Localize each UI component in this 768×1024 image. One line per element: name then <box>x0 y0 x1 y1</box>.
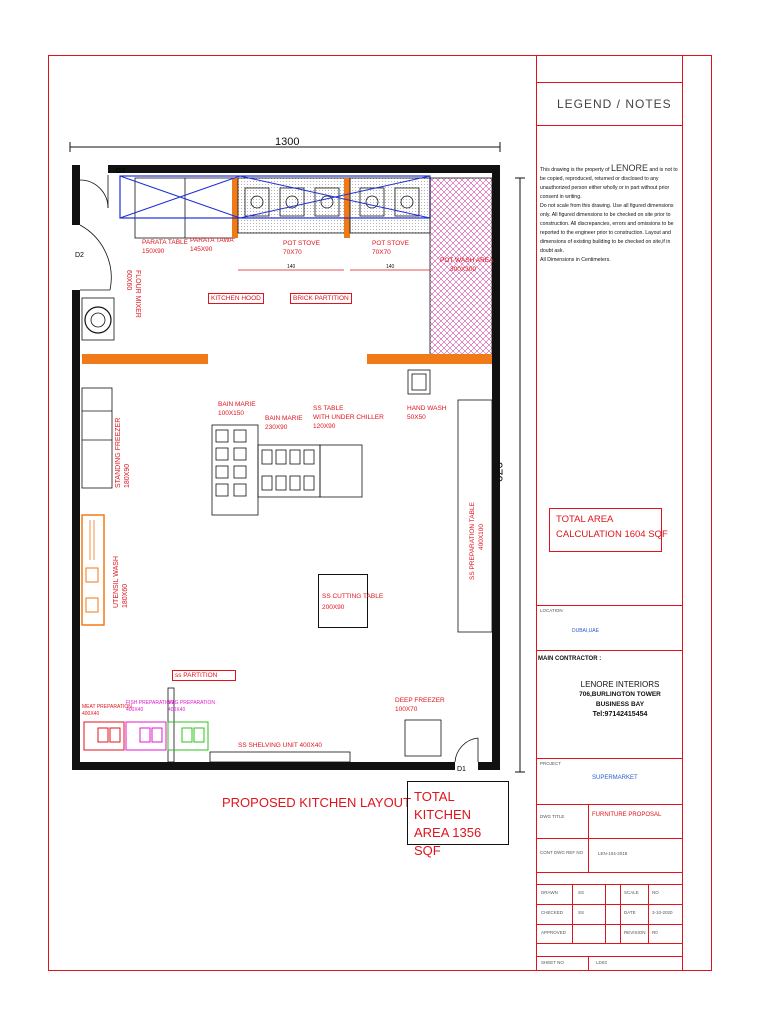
door-d3-label: D3 <box>116 168 125 175</box>
parata-table-name: PARATA TABLE <box>142 239 188 246</box>
meat-prep-label <box>82 704 132 718</box>
title-block-rule-3 <box>536 125 682 126</box>
pot-stove-1-name: POT STOVE <box>283 240 320 247</box>
fish-prep-label <box>126 700 174 714</box>
ss-prep-table-name: SS PREPARATION TABLE <box>469 502 476 580</box>
approval-grid-row-2 <box>536 924 682 925</box>
parata-tawa-label <box>190 236 234 254</box>
legend-note-6: Do not scale from this drawing. Use all figured dimensions <box>540 203 674 209</box>
flour-mixer-label <box>124 270 142 318</box>
ss-prep-table-label <box>468 502 486 580</box>
door-d1 <box>455 738 478 762</box>
title-block-rule-6 <box>536 758 682 759</box>
project-label: PROJECT <box>540 761 562 766</box>
utensil-wash-size: 180X60 <box>122 583 129 608</box>
main-contractor-label: MAIN CONTRACTOR : <box>538 656 602 662</box>
veg-prep-label <box>168 700 215 714</box>
legend-note-7: only. All figured dimensions to be checked on site prior to <box>540 212 671 218</box>
dim-width-label: 1300 <box>275 136 300 148</box>
meat-prep-sink <box>84 722 124 750</box>
ss-cutting-table-label <box>318 574 384 628</box>
veg-prep-name: VEG PREPARATION <box>168 700 216 706</box>
approval-grid-row-1 <box>536 904 682 905</box>
dimension-height <box>515 178 525 772</box>
title-block-rule-5 <box>536 650 682 651</box>
bain-marie-1-label <box>218 400 256 418</box>
approval-grid-col-1 <box>572 884 573 944</box>
bain-marie-1-size: 100X150 <box>218 410 245 417</box>
deep-freezer <box>405 720 441 756</box>
sheet-label: SHEET NO <box>541 960 564 965</box>
legend-note-10: dimensions of existing building to be checked on site,if in <box>540 239 671 245</box>
total-kitchen-line2: AREA 1356 SQF <box>414 825 482 858</box>
utensil-wash <box>82 515 104 625</box>
legend-note-12: All Dimensions in Centimeters. <box>540 257 611 263</box>
legend-note-line-0 <box>540 164 680 175</box>
legend-note-11: doubt ask. <box>540 248 564 254</box>
utensil-wash-name: UTENSIL WASH <box>113 556 120 608</box>
drawn-label: DRAWN <box>541 890 558 895</box>
legend-title: LEGEND / NOTES <box>557 97 672 111</box>
brick-partition-label: BRICK PARTITION <box>290 293 352 304</box>
title-block-rule-1 <box>682 55 683 971</box>
cont-dwg-divider <box>588 838 589 872</box>
bain-marie <box>212 425 362 515</box>
title-block-rule-9 <box>536 872 682 873</box>
standing-freezer <box>82 388 112 488</box>
checked-label: CHECKED <box>541 910 564 915</box>
revision-label: REVISION <box>624 930 646 935</box>
ss-prep-table-size: 400X100 <box>478 523 485 550</box>
small-dim-2-label: 140 <box>386 264 395 270</box>
contractor-address1: 706,BURLINGTON TOWER <box>579 691 661 698</box>
hand-wash-size: 50X50 <box>407 414 426 421</box>
deep-freezer-label <box>395 696 445 714</box>
bain-marie-2-size: 230X90 <box>265 424 288 431</box>
location-value: DUBAI,UAE <box>572 628 599 634</box>
veg-prep-size: 400X40 <box>168 707 186 713</box>
pot-wash-area-name: POT WASH AREA <box>440 257 494 264</box>
total-area-line1: TOTAL AREA <box>556 514 614 525</box>
total-kitchen-box <box>407 781 509 858</box>
ss-table-size: 120X90 <box>313 423 336 430</box>
contractor-block <box>560 680 680 720</box>
ss-shelving-unit <box>210 752 350 762</box>
meat-prep-name: MEAT PREPARATION <box>82 704 132 710</box>
dim-height-label: 970 <box>491 462 505 483</box>
hand-wash-label <box>407 404 446 422</box>
hand-wash-name: HAND WASH <box>407 405 447 412</box>
hand-wash <box>408 370 430 394</box>
approval-grid-col-4 <box>648 884 649 944</box>
pot-stove-2-size: 70X70 <box>372 249 391 256</box>
door-d2 <box>80 225 111 290</box>
legend-note-8: construction. All discrepancies, errors and omissions to be <box>540 221 674 227</box>
ss-table-label <box>313 404 384 431</box>
dwg-title-divider <box>588 804 589 838</box>
brick-partition-right <box>367 354 492 364</box>
flour-mixer-name: FLOUR MIXER <box>134 270 141 318</box>
title-block-rule-8 <box>536 838 682 839</box>
flour-mixer-size: 60X60 <box>125 270 132 291</box>
legend-note-5: consent in writing. <box>540 194 582 200</box>
legend-note-0: This drawing is the property of <box>540 167 610 173</box>
door-d2-label: D2 <box>75 252 84 259</box>
location-label: LOCATION <box>540 608 563 613</box>
title-block-rule-7 <box>536 804 682 805</box>
parata-table-size: 150X90 <box>142 248 165 255</box>
ss-table-sub: WITH UNDER CHILLER <box>313 414 384 421</box>
title-block-rule-4 <box>536 605 682 606</box>
total-area-line2: CALCULATION 1604 SQF <box>556 529 668 540</box>
approval-grid-col-3 <box>620 884 621 944</box>
parata-tawa-name: PARATA TAWA <box>190 237 234 244</box>
title-block-rule-10 <box>536 956 682 957</box>
bain-marie-2-label <box>265 414 303 432</box>
bain-marie-1-name: BAIN MARIE <box>218 401 256 408</box>
revision-value: R0 <box>652 930 658 935</box>
cont-dwg-value: LEN-104-2018 <box>598 851 628 856</box>
door-d3 <box>80 175 108 208</box>
date-value: 3-10-2020 <box>652 910 673 915</box>
cont-dwg-label: CONT DWG REF NO <box>540 850 584 855</box>
pot-stove-2-label <box>372 239 409 257</box>
checked-value: SS <box>578 910 585 915</box>
ss-partition-label: ss PARTITION <box>172 670 236 681</box>
small-dim-1-label: 140 <box>287 264 296 270</box>
dwg-title-label: DWG TITLE <box>540 814 565 819</box>
pot-stove-1-label <box>283 239 320 257</box>
fish-prep-size: 400X40 <box>126 707 144 713</box>
door-d1-label: D1 <box>457 766 466 773</box>
ss-cutting-table-size: 200X90 <box>322 604 345 611</box>
contractor-tel: Tel:97142415454 <box>592 711 648 718</box>
legend-note-3: be copied, reproduced, returned or disclosed to any <box>540 176 659 182</box>
ss-table-name: SS TABLE <box>313 405 344 412</box>
dwg-title-value: FURNITURE PROPOSAL <box>592 812 662 818</box>
contractor-address2: BUSINESS BAY <box>595 701 645 708</box>
ss-shelving-label: SS SHELVING UNIT 400X40 <box>238 742 322 749</box>
drawn-value: SS <box>578 890 585 895</box>
kitchen-hood-label: KITCHEN HOOD <box>208 293 264 304</box>
fish-prep-name: FISH PREPARATION <box>126 700 174 706</box>
deep-freezer-size: 100X70 <box>395 706 418 713</box>
utensil-wash-label <box>112 556 130 608</box>
approved-label: APPROVED <box>541 930 567 935</box>
project-value: SUPERMARKET <box>592 775 638 781</box>
pot-wash-area-size: 300X300 <box>450 266 477 273</box>
legend-note-4: unauthorized person either wholly or in part without prior <box>540 185 670 191</box>
standing-freezer-label <box>114 418 132 488</box>
sheet-value: LD03 <box>596 960 607 965</box>
bain-marie-2-name: BAIN MARIE <box>265 415 303 422</box>
legend-note-2: and is not to <box>649 167 678 173</box>
standing-freezer-name: STANDING FREEZER <box>115 417 122 488</box>
legend-notes <box>540 164 680 265</box>
ss-cutting-table-name: SS CUTTING TABLE <box>322 593 384 600</box>
deep-freezer-name: DEEP FREEZER <box>395 697 445 704</box>
meat-prep-size: 400X40 <box>82 711 100 717</box>
flour-mixer <box>82 298 114 340</box>
sheet-divider <box>588 956 589 971</box>
legend-note-9: reported to the engineer prior to construction. Layout and <box>540 230 671 236</box>
pot-stove-2-name: POT STOVE <box>372 240 409 247</box>
legend-note-1: LENORE <box>610 163 648 173</box>
parata-tawa-size: 145X90 <box>190 246 213 253</box>
title-block-rule-2 <box>536 82 682 83</box>
scale-value: NO <box>652 890 659 895</box>
parata-table-label <box>142 238 188 256</box>
fish-prep-sink <box>126 722 166 750</box>
brick-partition-left <box>82 354 208 364</box>
layout-title: PROPOSED KITCHEN LAYOUT <box>222 795 412 810</box>
scale-label: SCALE <box>624 890 639 895</box>
cooking-line <box>120 176 430 238</box>
standing-freezer-size: 180X90 <box>124 463 131 488</box>
date-label: DATE <box>624 910 636 915</box>
pot-wash-area-label <box>440 256 493 274</box>
contractor-name: LENORE INTERIORS <box>580 680 660 689</box>
total-area-box <box>549 508 668 552</box>
pot-stove-1-size: 70X70 <box>283 249 302 256</box>
approval-grid-col-2 <box>605 884 606 944</box>
total-kitchen-line1: TOTAL KITCHEN <box>414 789 472 822</box>
